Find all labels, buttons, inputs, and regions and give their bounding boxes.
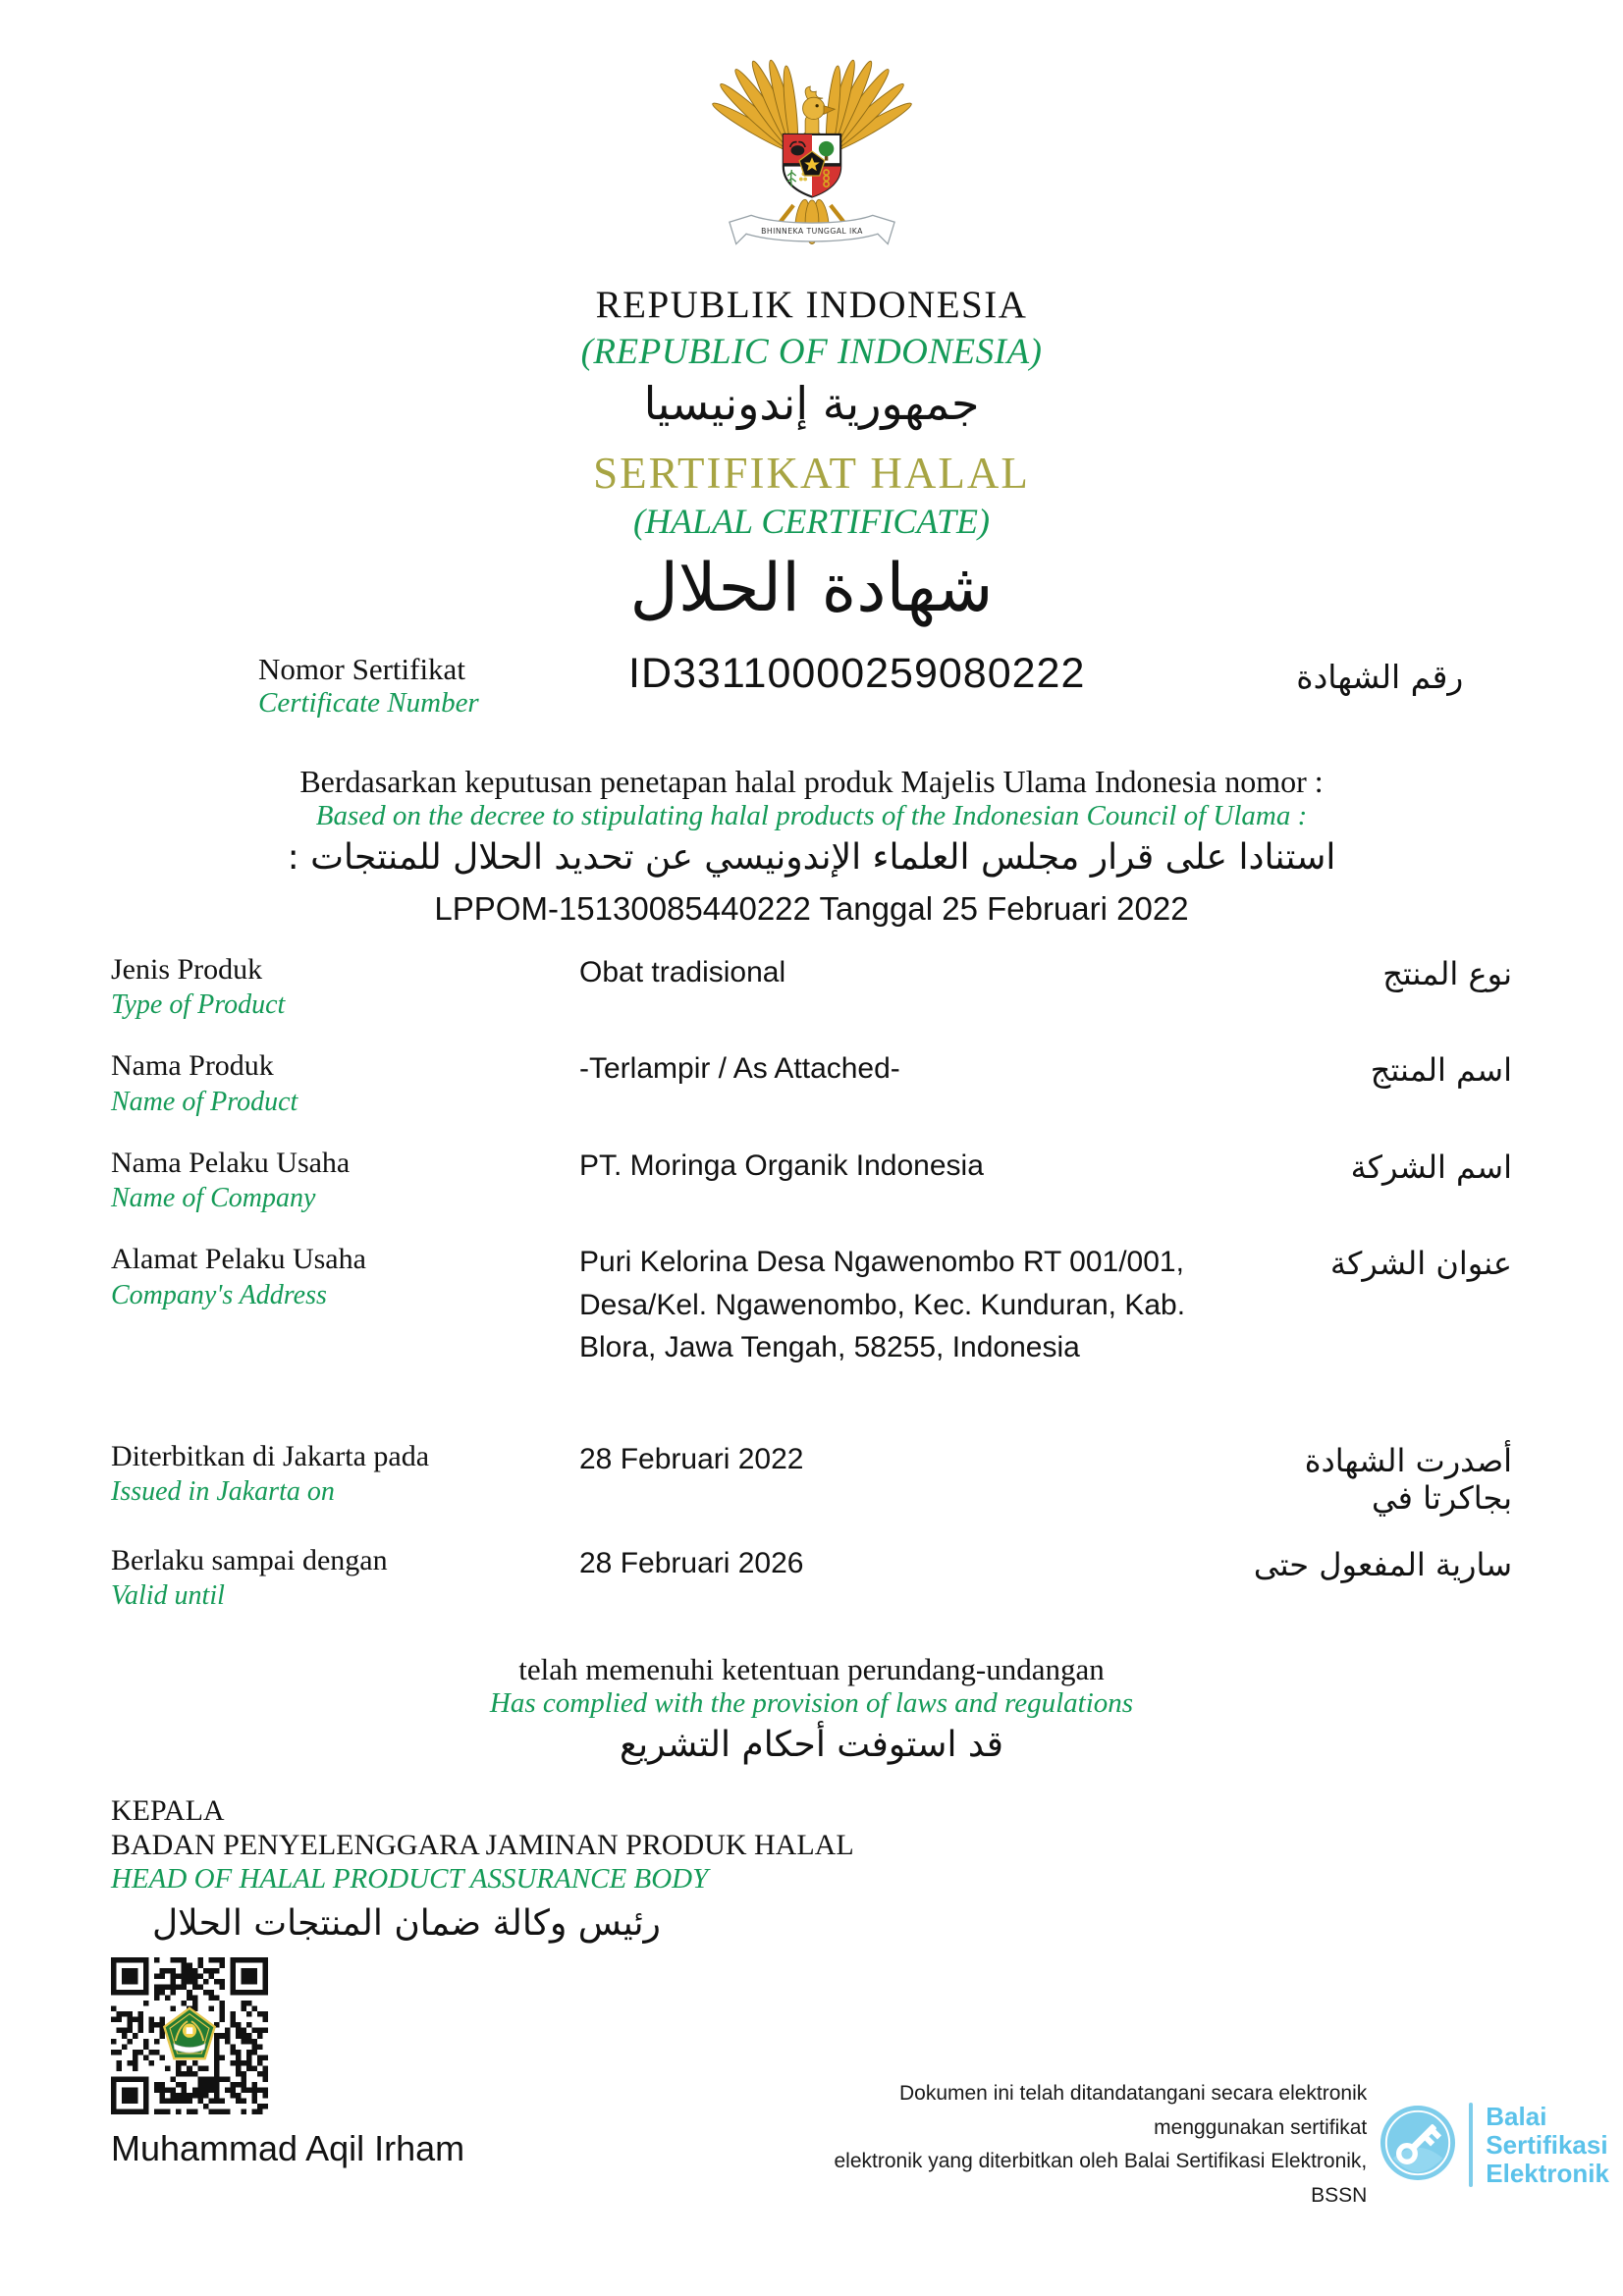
field-row-product-name (0, 1047, 1623, 1119)
field-row-company-address (0, 1241, 1623, 1369)
masthead (0, 0, 1623, 632)
field-label-ar: سارية المفعول حتى (1253, 1545, 1512, 1583)
decree-reference: LPPOM-15130085440222 Tanggal 25 Februari 2022 (434, 889, 1189, 927)
field-label-id: Berlaku sampai dengan (111, 1543, 388, 1576)
bse-key-icon (1380, 2105, 1456, 2186)
field-value: PT. Moringa Organik Indonesia (579, 1148, 984, 1182)
emblem-banner-text: BHINNEKA TUNGGAL IKA (760, 227, 863, 237)
field-label-en: Valid until (111, 1580, 225, 1612)
issued-date-value: 28 Februari 2022 (579, 1442, 804, 1475)
field-label-id: Nama Produk (111, 1049, 274, 1083)
pancasila-shield (783, 134, 839, 197)
compliance-text-id: telah memenuhi ketentuan perundang-undangan (518, 1652, 1105, 1687)
field-label-id: Diterbitkan di Jakarta pada (111, 1439, 430, 1472)
cert-number-label-en: Certificate Number (258, 687, 479, 720)
certificate-number-row (0, 652, 1623, 720)
field-value: Puri Kelorina Desa Ngawenombo RT 001/001, Desa/Kel. Ngawenombo, Kec. Kunduran, Kab. Blora, Jawa Tengah, 58255, Indonesia (579, 1246, 1186, 1364)
signer-name: Muhammad Aqil Irham (111, 2127, 465, 2168)
field-label-ar: عنوان الشركة (1329, 1245, 1512, 1283)
field-row-product-type (0, 951, 1623, 1023)
kemenag-logo (162, 2005, 218, 2066)
field-label-id: Jenis Produk (111, 952, 263, 986)
qr-code (111, 1957, 268, 2114)
bse-logo-divider (1469, 2103, 1473, 2187)
country-title-id: REPUBLIK INDONESIA (595, 284, 1028, 326)
field-label-en: Name of Product (111, 1086, 298, 1117)
field-row-issued-date (0, 1438, 1623, 1517)
field-label-ar: اسم المنتج (1370, 1051, 1512, 1090)
field-value: Obat tradisional (579, 955, 786, 988)
country-title-en: (REPUBLIC OF INDONESIA) (580, 332, 1043, 372)
field-value: -Terlampir / As Attached- (579, 1052, 900, 1086)
field-label-ar: أصدرت الشهادة بجاكرتا في (1304, 1441, 1512, 1517)
field-label-en: Issued in Jakarta on (111, 1476, 335, 1508)
field-label-en: Name of Company (111, 1183, 316, 1214)
product-fields (0, 951, 1623, 1369)
field-label-ar: نوع المنتج (1382, 954, 1512, 992)
cert-number-label-id: Nomor Sertifikat (258, 652, 465, 687)
country-title-ar: جمهورية إندونيسيا (643, 377, 980, 430)
certificate-title-id: SERTIFIKAT HALAL (593, 449, 1030, 498)
cert-number-label-ar: رقم الشهادة (1296, 658, 1464, 697)
signer-title-en: HEAD OF HALAL PRODUCT ASSURANCE BODY (111, 1862, 709, 1895)
field-label-en: Company's Address (111, 1279, 327, 1310)
field-row-company-name (0, 1145, 1623, 1216)
certificate-number-value: ID33110000259080222 (628, 650, 1086, 698)
decree-statement (0, 764, 1623, 927)
signer-title-ar: رئيس وكالة ضمان المنتجات الحلال (152, 1903, 661, 1945)
bse-logo-text: Balai Sertifikasi Elektronik (1486, 2101, 1609, 2188)
signer-title-line2: BADAN PENYELENGGARA JAMINAN PRODUK HALAL (111, 1829, 854, 1862)
decree-text-ar: استنادا على قرار مجلس العلماء الإندونيسي عن تحديد الحلال للمنتجات : (287, 837, 1336, 879)
validity-dates (0, 1438, 1623, 1614)
decree-text-id: Berdasarkan keputusan penetapan halal produk Majelis Ulama Indonesia nomor : (299, 764, 1324, 800)
field-label-id: Nama Pelaku Usaha (111, 1146, 351, 1179)
electronic-signature-disclaimer: Dokumen ini telah ditandatangani secara elektronik menggunakan sertifikat elektronik yang diterbitkan oleh Balai Sertifikasi Elektronik, BSSN (834, 2082, 1368, 2207)
field-label-ar: اسم الشركة (1350, 1148, 1512, 1186)
garuda-pancasila-emblem (711, 57, 913, 259)
footer (792, 2077, 1609, 2214)
valid-until-value: 28 Februari 2026 (579, 1546, 804, 1579)
field-label-id: Alamat Pelaku Usaha (111, 1243, 366, 1276)
field-label-en: Type of Product (111, 989, 286, 1021)
signer-title-line1: KEPALA (111, 1794, 225, 1828)
compliance-text-en: Has complied with the provision of laws and regulations (489, 1687, 1134, 1720)
decree-text-en: Based on the decree to stipulating halal products of the Indonesian Council of Ulama : (315, 800, 1308, 832)
compliance-statement (0, 1652, 1623, 1771)
certificate-title-ar: شهادة الحلال (629, 550, 994, 627)
compliance-text-ar: قد استوفت أحكام التشريع (619, 1725, 1003, 1766)
field-row-valid-until (0, 1542, 1623, 1614)
certificate-title-en: (HALAL CERTIFICATE) (632, 502, 990, 541)
